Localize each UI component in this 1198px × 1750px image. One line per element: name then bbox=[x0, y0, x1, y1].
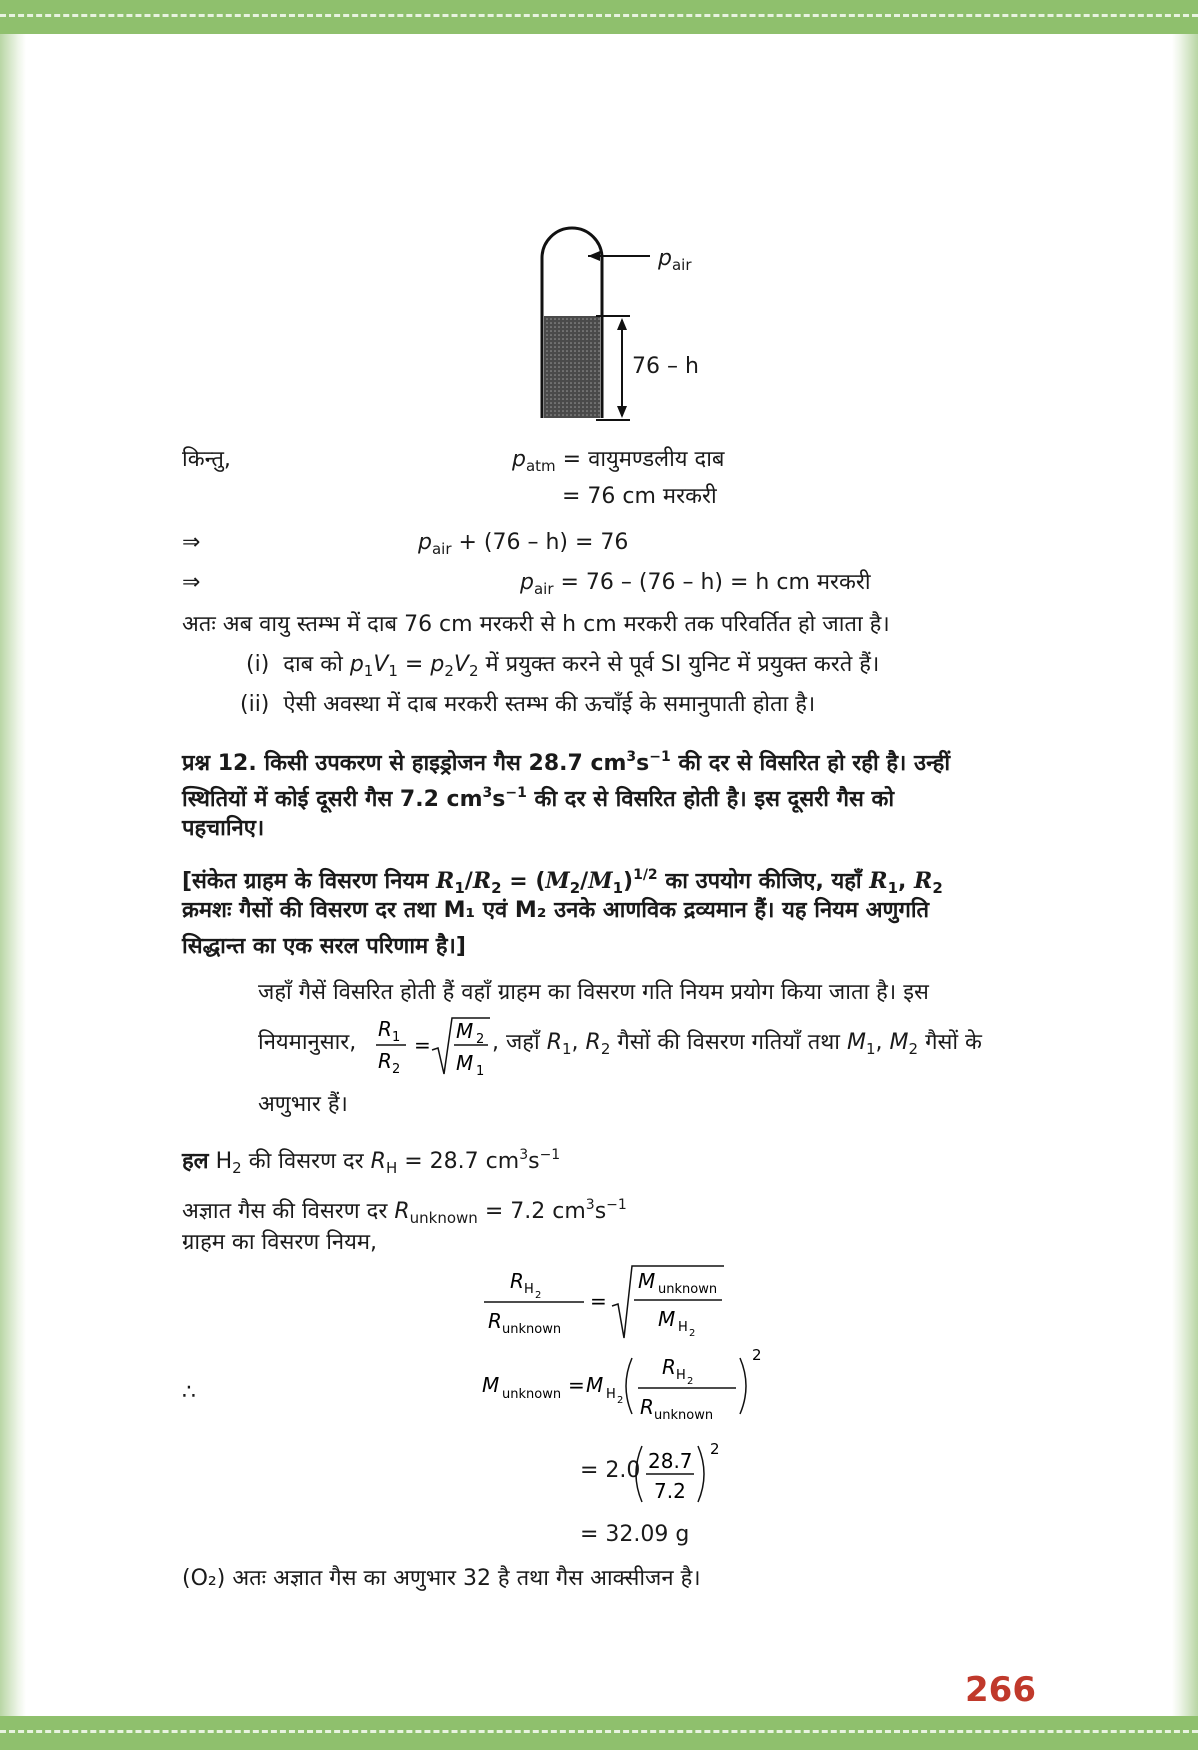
svg-text:R: R bbox=[510, 1269, 524, 1293]
svg-text:unknown: unknown bbox=[502, 1322, 562, 1337]
therefore-symbol: ∴ bbox=[182, 1380, 196, 1405]
svg-text:2: 2 bbox=[476, 1032, 485, 1047]
svg-text:M: M bbox=[638, 1269, 656, 1293]
solution-line-3: ग्राहम का विसरण नियम, bbox=[182, 1230, 378, 1255]
solution-line-2: अज्ञात गैस की विसरण दर $R_{unknown} = 7.2$ $cm^3s^{-1}$ bbox=[182, 1197, 627, 1227]
kintu-text: किन्तु, bbox=[182, 447, 231, 472]
figure-height-label: 76 – h bbox=[632, 354, 699, 379]
svg-text:=: = bbox=[414, 1033, 431, 1057]
svg-text:1: 1 bbox=[476, 1064, 485, 1079]
left-page-shadow bbox=[0, 34, 26, 1716]
svg-text:2: 2 bbox=[752, 1346, 762, 1364]
explain-line-1: जहाँ गैसें विसरित होती हैं वहाँ ग्राहम का विसरण गति नियम प्रयोग किया जाता है। इस bbox=[258, 980, 929, 1005]
patm-definition: $p_{atm}$ = वायुमण्डलीय दाब bbox=[512, 447, 725, 475]
page-number: 266 bbox=[965, 1670, 1036, 1710]
conclusion-text: अतः अब वायु स्तम्भ में दाब 76 cm मरकरी से h cm मरकरी तक परिवर्तित हो जाता है। bbox=[182, 612, 890, 637]
mercury-tube-figure bbox=[530, 218, 730, 428]
svg-text:M: M bbox=[586, 1373, 604, 1397]
svg-text:H: H bbox=[524, 1282, 534, 1297]
step-2-result: = 32.09 g bbox=[580, 1522, 690, 1547]
explain-line-3: अणुभार हैं। bbox=[258, 1092, 348, 1117]
explain-line-2-label: नियमानुसार, bbox=[258, 1030, 357, 1055]
hint-line-3: सिद्धान्त का एक सरल परिणाम है।] bbox=[182, 934, 466, 959]
implies-arrow-1: ⇒ bbox=[182, 530, 201, 555]
svg-text:H: H bbox=[606, 1387, 616, 1402]
svg-text:unknown: unknown bbox=[502, 1387, 562, 1402]
svg-text:H: H bbox=[676, 1368, 686, 1383]
svg-text:2: 2 bbox=[689, 1328, 696, 1339]
svg-text:=: = bbox=[568, 1373, 585, 1397]
svg-text:2: 2 bbox=[535, 1290, 542, 1301]
patm-value: = 76 cm मरकरी bbox=[562, 484, 717, 509]
svg-text:R: R bbox=[488, 1309, 502, 1333]
svg-text:R: R bbox=[378, 1049, 392, 1073]
svg-text:R: R bbox=[662, 1355, 676, 1379]
implies-arrow-2: ⇒ bbox=[182, 570, 201, 595]
equation-1: $p_{air} + (76 - h) = 76$ bbox=[418, 530, 629, 558]
note-1: (i) दाब को $p_1V_1 = p_2V_2$ में प्रयुक्त करने से पूर्व SI युनिट में प्रयुक्त करते हैं। bbox=[246, 652, 880, 680]
step-1-coefficient: = 2.0 bbox=[580, 1458, 641, 1483]
svg-text:2: 2 bbox=[710, 1440, 720, 1458]
svg-text:M: M bbox=[456, 1051, 474, 1075]
question-line-2: स्थितियों में कोई दूसरी गैस 7.2 $cm^3s^{-1}$ की दर से विसरित होती है। इस दूसरी गैस को bbox=[182, 785, 895, 812]
right-page-shadow bbox=[1172, 34, 1198, 1716]
svg-text:R: R bbox=[640, 1395, 654, 1419]
equation-2: $p_{air} = 76 - (76 - h) = h$ cm मरकरी bbox=[520, 570, 871, 598]
svg-text:unknown: unknown bbox=[654, 1408, 714, 1423]
explain-line-2-rest: , जहाँ $R_1$, $R_2$ गैसों की विसरण गतियाँ तथा $M_1$, $M_2$ गैसों के bbox=[492, 1030, 982, 1058]
svg-text:1: 1 bbox=[392, 1030, 401, 1045]
svg-text:M: M bbox=[658, 1307, 676, 1331]
svg-text:2: 2 bbox=[687, 1376, 694, 1387]
svg-text:M: M bbox=[482, 1373, 500, 1397]
svg-text:2: 2 bbox=[392, 1062, 401, 1077]
figure-pressure-label: $p_{air}$ bbox=[658, 246, 692, 274]
svg-text:M: M bbox=[456, 1019, 474, 1043]
graham-ratio-equation bbox=[480, 1262, 740, 1342]
hint-line-2: क्रमशः गैसों की विसरण दर तथा M₁ एवं M₂ उनके आणविक द्रव्यमान हैं। यह नियम अणुगति bbox=[182, 898, 930, 923]
graham-law-formula bbox=[372, 1012, 502, 1082]
step-1-fraction bbox=[630, 1440, 720, 1510]
svg-text:R: R bbox=[378, 1017, 392, 1041]
bottom-decorative-band bbox=[0, 1716, 1198, 1750]
svg-text:H: H bbox=[678, 1320, 688, 1335]
solution-line-1: हल $H_2$ की विसरण दर $R_H = 28.7$ $cm^3s^{-1}$ bbox=[182, 1147, 561, 1177]
svg-text:7.2: 7.2 bbox=[654, 1479, 686, 1503]
svg-text:unknown: unknown bbox=[658, 1282, 718, 1297]
hint-line-1: [संकेत ग्राहम के विसरण नियम $R_1/R_2 = (M_2/M_1)^{1/2}$ का उपयोग कीजिए, यहाँ $R_1$, $R_2$ bbox=[182, 867, 943, 897]
svg-text:=: = bbox=[590, 1289, 607, 1313]
unknown-mass-equation bbox=[480, 1344, 790, 1428]
question-line-1: प्रश्न 12. किसी उपकरण से हाइड्रोजन गैस 28.7 $cm^3s^{-1}$ की दर से विसरित हो रही है। उन्हीं bbox=[182, 749, 951, 776]
svg-text:28.7: 28.7 bbox=[648, 1449, 693, 1473]
final-answer: (O₂) अतः अज्ञात गैस का अणुभार 32 है तथा गैस आक्सीजन है। bbox=[182, 1566, 701, 1591]
question-line-3: पहचानिए। bbox=[182, 816, 265, 841]
top-decorative-band bbox=[0, 0, 1198, 34]
note-2: (ii) ऐसी अवस्था में दाब मरकरी स्तम्भ की ऊचाँई के समानुपाती होता है। bbox=[240, 692, 816, 717]
svg-text:2: 2 bbox=[617, 1395, 624, 1406]
